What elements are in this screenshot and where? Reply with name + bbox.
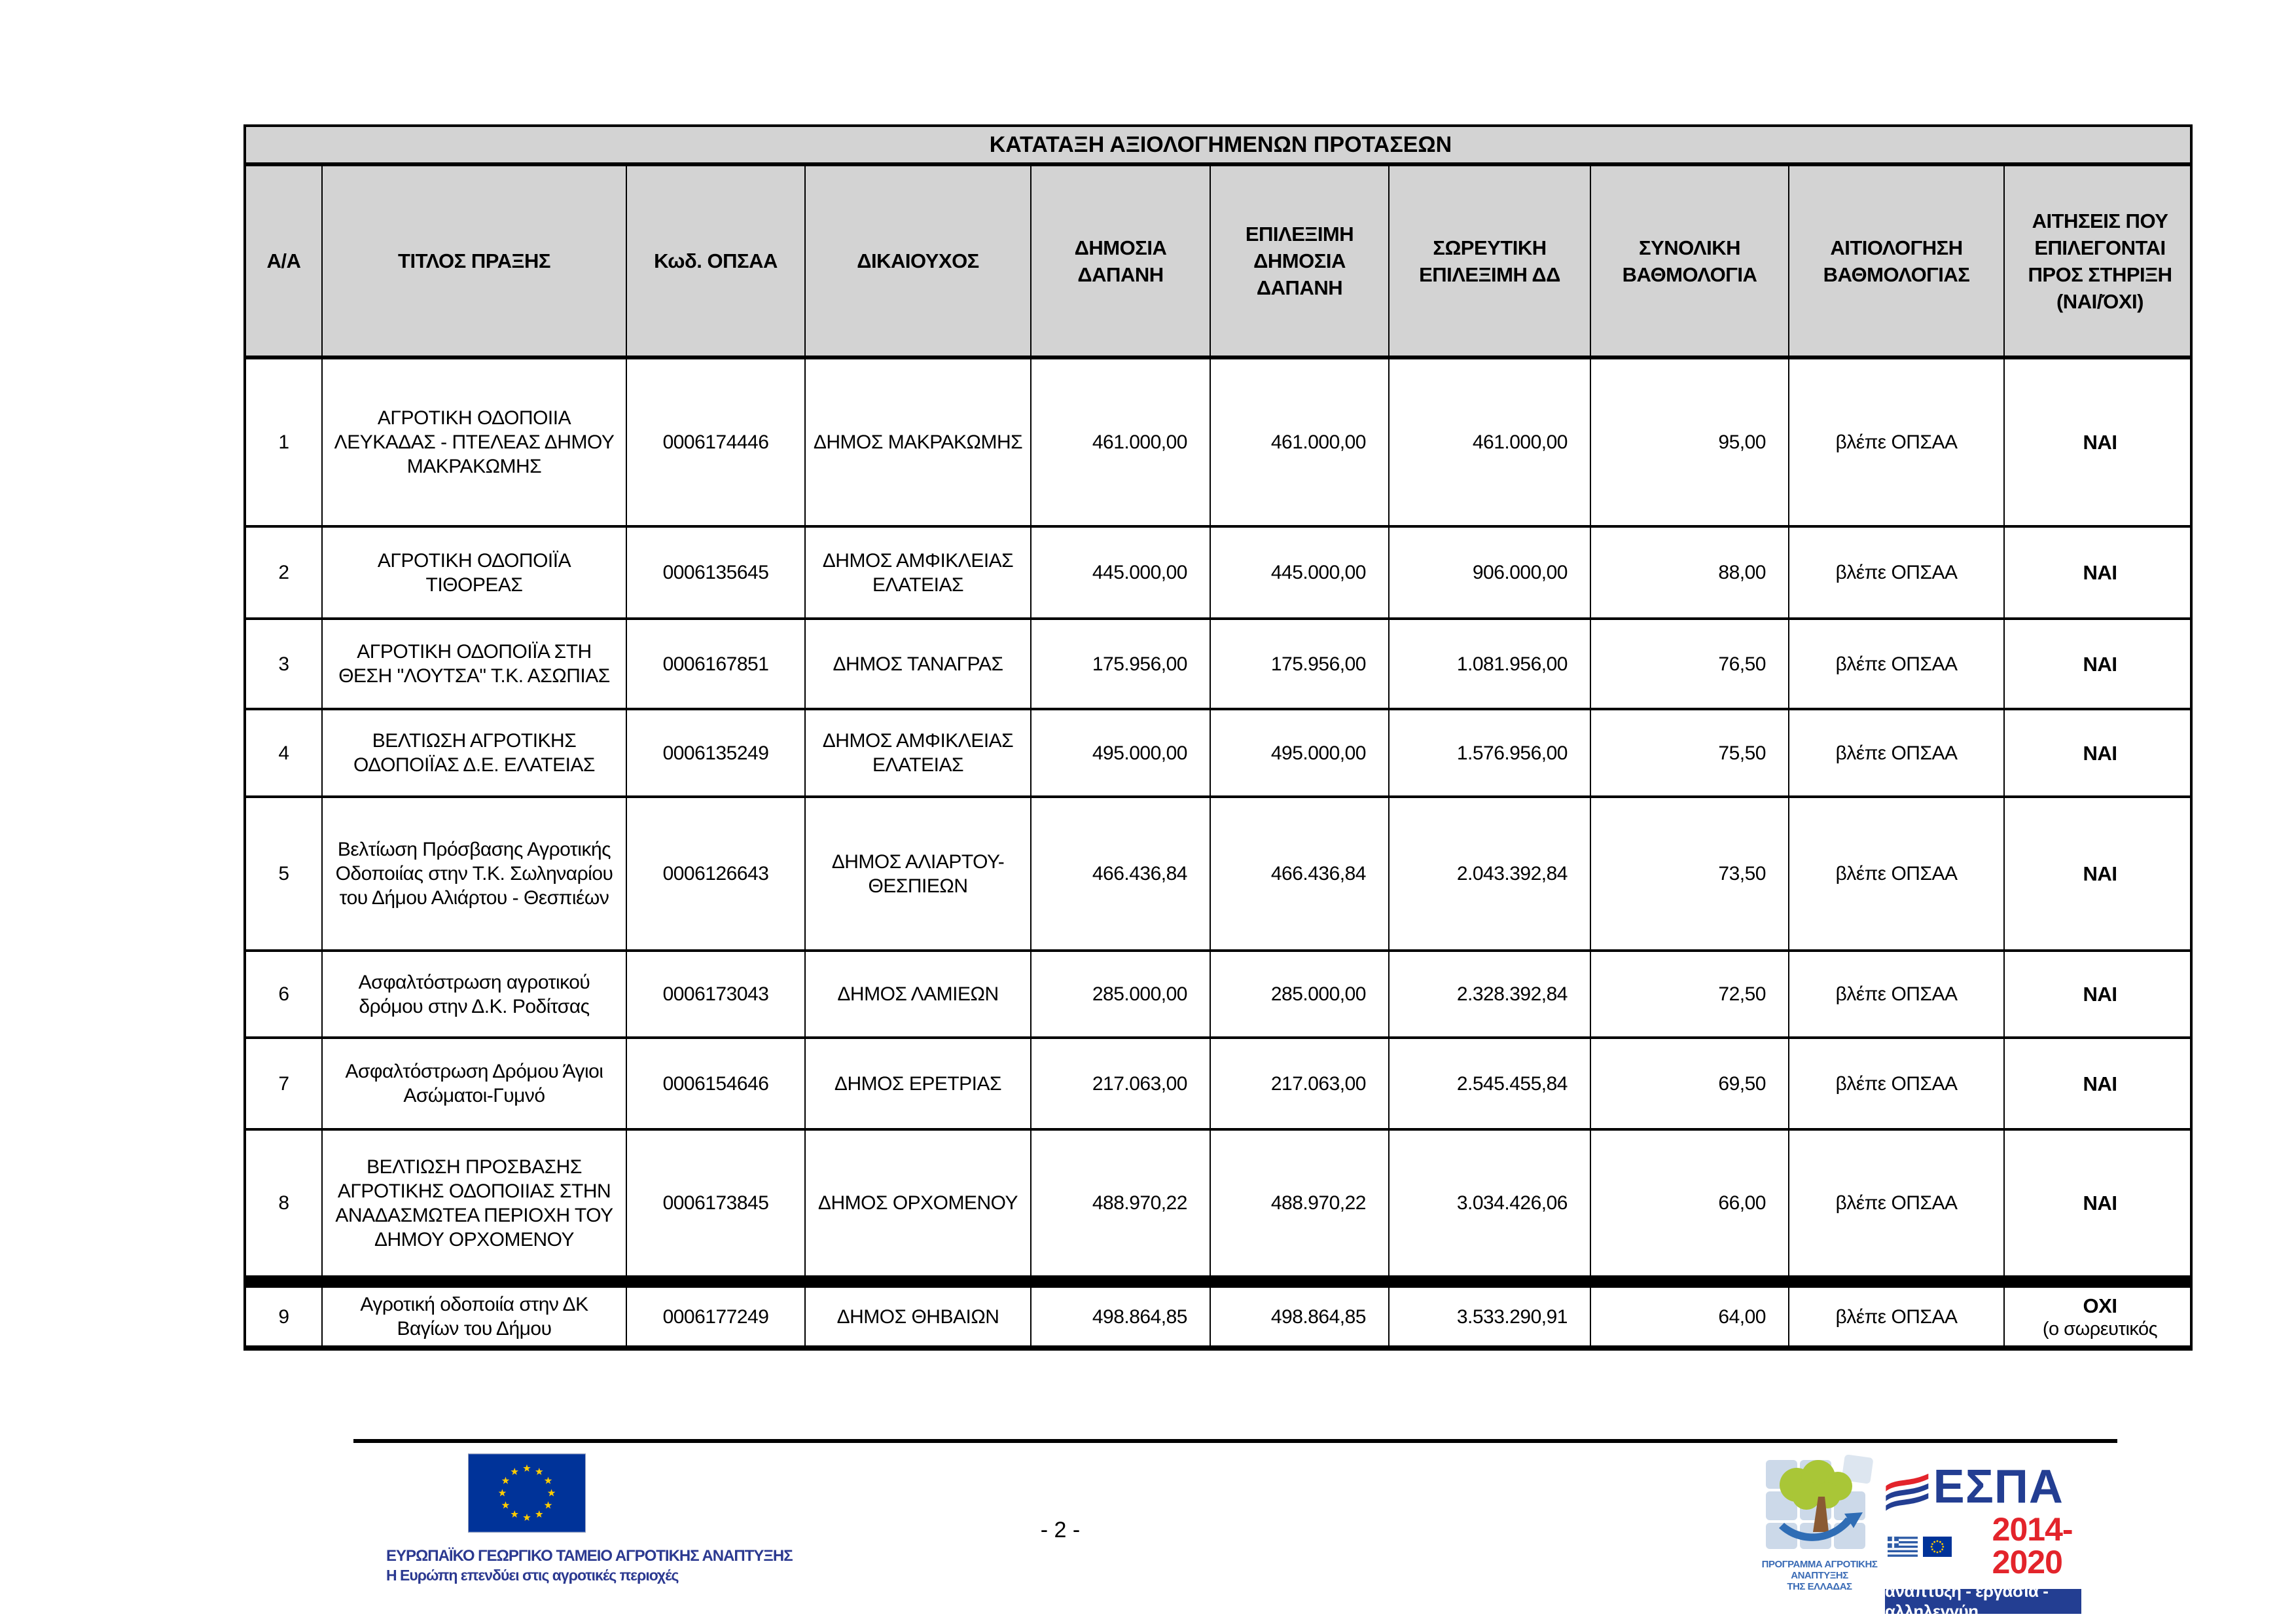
row-4-beneficiary: ΔΗΜΟΣ ΑΜΦΙΚΛΕΙΑΣ ΕΛΑΤΕΙΑΣ bbox=[806, 710, 1031, 798]
col-header-beneficiary: ΔΙΚΑΙΟΥΧΟΣ bbox=[806, 166, 1031, 359]
selected-value: ΝΑΙ bbox=[2083, 741, 2117, 765]
espa-motto-banner: ανάπτυξη - εργασία - αλληλεγγύη bbox=[1885, 1589, 2081, 1614]
row-4-code: 0006135249 bbox=[627, 710, 806, 798]
row-4-selected bbox=[2005, 710, 2193, 798]
selected-value: ΝΑΙ bbox=[2083, 983, 2117, 1006]
selected-value: ΝΑΙ bbox=[2083, 1072, 2117, 1095]
row-1-total-score: 95,00 bbox=[1591, 359, 1789, 528]
col-header-eligible-expense: ΕΠΙΛΕΞΙΜΗ ΔΗΜΟΣΙΑ ΔΑΠΑΝΗ bbox=[1211, 166, 1390, 359]
rural-development-programme-logo-block bbox=[1754, 1455, 1885, 1592]
row-4-public-expense: 495.000,00 bbox=[1031, 710, 1211, 798]
row-4-title: ΒΕΛΤΙΩΣΗ ΑΓΡΟΤΙΚΗΣ ΟΔΟΠΟΙΪΑΣ Δ.Ε. ΕΛΑΤΕΙΑΣ bbox=[323, 710, 627, 798]
row-9-beneficiary: ΔΗΜΟΣ ΘΗΒΑΙΩΝ bbox=[806, 1288, 1031, 1348]
row-9-score-justification: βλέπε ΟΠΣΑΑ bbox=[1789, 1288, 2005, 1348]
row-6-code: 0006173043 bbox=[627, 952, 806, 1039]
row-1-selected bbox=[2005, 359, 2193, 528]
row-5-beneficiary: ΔΗΜΟΣ ΑΛΙΑΡΤΟΥ-ΘΕΣΠΙΕΩΝ bbox=[806, 798, 1031, 952]
paa-caption bbox=[1754, 1559, 1885, 1592]
paa-caption-line1: ΠΡΟΓΡΑΜΜΑ ΑΓΡΟΤΙΚΗΣ ΑΝΑΠΤΥΞΗΣ bbox=[1761, 1559, 1878, 1581]
row-2-total-score: 88,00 bbox=[1591, 528, 1789, 620]
col-header-total-score: ΣΥΝΟΛΙΚΗ ΒΑΘΜΟΛΟΓΙΑ bbox=[1591, 166, 1789, 359]
col-header-opsaa-code: Κωδ. ΟΠΣΑΑ bbox=[627, 166, 806, 359]
row-2-beneficiary: ΔΗΜΟΣ ΑΜΦΙΚΛΕΙΑΣ ΕΛΑΤΕΙΑΣ bbox=[806, 528, 1031, 620]
row-1-aa: 1 bbox=[246, 359, 323, 528]
paa-tree-puzzle-icon bbox=[1761, 1455, 1878, 1553]
row-5-public-expense: 466.436,84 bbox=[1031, 798, 1211, 952]
row-7-score-justification: βλέπε ΟΠΣΑΑ bbox=[1789, 1039, 2005, 1131]
row-3-score-justification: βλέπε ΟΠΣΑΑ bbox=[1789, 620, 2005, 710]
row-6-beneficiary: ΔΗΜΟΣ ΛΑΜΙΕΩΝ bbox=[806, 952, 1031, 1039]
row-1-score-justification: βλέπε ΟΠΣΑΑ bbox=[1789, 359, 2005, 528]
eu-fund-caption-line1: ΕΥΡΩΠΑΪΚΟ ΓΕΩΡΓΙΚΟ ΤΑΜΕΙΟ ΑΓΡΟΤΙΚΗΣ ΑΝΑΠΤΥΞΗΣ bbox=[386, 1547, 793, 1565]
col-header-cumulative-dd: ΣΩΡΕΥΤΙΚΗ ΕΠΙΛΕΞΙΜΗ ΔΔ bbox=[1390, 166, 1591, 359]
table-title: ΚΑΤΑΤΑΞΗ ΑΞΙΟΛΟΓΗΜΕΝΩΝ ΠΡΟΤΑΣΕΩΝ bbox=[246, 127, 2193, 166]
row-9-code: 0006177249 bbox=[627, 1288, 806, 1348]
row-9-cumulative-eligible-dd: 3.533.290,91 bbox=[1390, 1288, 1591, 1348]
row-9-eligible-expense: 498.864,85 bbox=[1211, 1288, 1390, 1348]
col-header-justification: ΑΙΤΙΟΛΟΓΗΣΗ ΒΑΘΜΟΛΟΓΙΑΣ bbox=[1789, 166, 2005, 359]
espa-waves-icon bbox=[1885, 1463, 1929, 1529]
row-5-selected bbox=[2005, 798, 2193, 952]
row-4-eligible-expense: 495.000,00 bbox=[1211, 710, 1390, 798]
col-header-title: ΤΙΤΛΟΣ ΠΡΑΞΗΣ bbox=[323, 166, 627, 359]
row-5-title: Βελτίωση Πρόσβασης Αγροτικής Οδοποιίας στην Τ.Κ. Σωληναρίου του Δήμου Αλιάρτου - Θεσπιέων bbox=[323, 798, 627, 952]
greek-flag-icon bbox=[1888, 1537, 1918, 1557]
row-2-selected bbox=[2005, 528, 2193, 620]
row-8-eligible-expense: 488.970,22 bbox=[1211, 1131, 1390, 1278]
eu-flag-icon bbox=[468, 1453, 586, 1533]
row-1-beneficiary: ΔΗΜΟΣ ΜΑΚΡΑΚΩΜΗΣ bbox=[806, 359, 1031, 528]
row-9-selected bbox=[2005, 1288, 2193, 1348]
row-9-total-score: 64,00 bbox=[1591, 1288, 1789, 1348]
row-8-code: 0006173845 bbox=[627, 1131, 806, 1278]
row-8-public-expense: 488.970,22 bbox=[1031, 1131, 1211, 1278]
row-7-total-score: 69,50 bbox=[1591, 1039, 1789, 1131]
row-1-code: 0006174446 bbox=[627, 359, 806, 528]
row-7-beneficiary: ΔΗΜΟΣ ΕΡΕΤΡΙΑΣ bbox=[806, 1039, 1031, 1131]
row-9-aa: 9 bbox=[246, 1288, 323, 1348]
row-2-title: ΑΓΡΟΤΙΚΗ ΟΔΟΠΟΙΪΑ ΤΙΘΟΡΕΑΣ bbox=[323, 528, 627, 620]
selected-value: ΝΑΙ bbox=[2083, 431, 2117, 454]
row-9-title: Αγροτική οδοποιία στην ΔΚ Βαγίων του Δήμου bbox=[323, 1288, 627, 1348]
col-header-aa: Α/Α bbox=[246, 166, 323, 359]
row-8-aa: 8 bbox=[246, 1131, 323, 1278]
selected-value: ΝΑΙ bbox=[2083, 862, 2117, 885]
row-3-public-expense: 175.956,00 bbox=[1031, 620, 1211, 710]
row-3-total-score: 76,50 bbox=[1591, 620, 1789, 710]
row-8-total-score: 66,00 bbox=[1591, 1131, 1789, 1278]
row-3-selected bbox=[2005, 620, 2193, 710]
row-5-code: 0006126643 bbox=[627, 798, 806, 952]
row-2-aa: 2 bbox=[246, 528, 323, 620]
row-7-cumulative-eligible-dd: 2.545.455,84 bbox=[1390, 1039, 1591, 1131]
row-2-public-expense: 445.000,00 bbox=[1031, 528, 1211, 620]
page-number: - 2 - bbox=[1040, 1518, 1081, 1542]
row-9-public-expense: 498.864,85 bbox=[1031, 1288, 1211, 1348]
row-7-selected bbox=[2005, 1039, 2193, 1131]
row-1-title: ΑΓΡΟΤΙΚΗ ΟΔΟΠΟΙΙΑ ΛΕΥΚΑΔΑΣ - ΠΤΕΛΕΑΣ ΔΗΜΟΥ ΜΑΚΡΑΚΩΜΗΣ bbox=[323, 359, 627, 528]
row-2-cumulative-eligible-dd: 906.000,00 bbox=[1390, 528, 1591, 620]
row-3-cumulative-eligible-dd: 1.081.956,00 bbox=[1390, 620, 1591, 710]
row-6-title: Ασφαλτόστρωση αγροτικού δρόμου στην Δ.Κ. Ροδίτσας bbox=[323, 952, 627, 1039]
row-8-cumulative-eligible-dd: 3.034.426,06 bbox=[1390, 1131, 1591, 1278]
row-5-cumulative-eligible-dd: 2.043.392,84 bbox=[1390, 798, 1591, 952]
espa-logo-block bbox=[1885, 1461, 2081, 1621]
row-1-cumulative-eligible-dd: 461.000,00 bbox=[1390, 359, 1591, 528]
row-7-public-expense: 217.063,00 bbox=[1031, 1039, 1211, 1131]
row-6-public-expense: 285.000,00 bbox=[1031, 952, 1211, 1039]
row-6-eligible-expense: 285.000,00 bbox=[1211, 952, 1390, 1039]
row-4-score-justification: βλέπε ΟΠΣΑΑ bbox=[1789, 710, 2005, 798]
selected-value: ΝΑΙ bbox=[2083, 561, 2117, 584]
row-8-beneficiary: ΔΗΜΟΣ ΟΡΧΟΜΕΝΟΥ bbox=[806, 1131, 1031, 1278]
espa-wordmark: ΕΣΠΑ bbox=[1933, 1461, 2064, 1513]
row-3-beneficiary: ΔΗΜΟΣ ΤΑΝΑΓΡΑΣ bbox=[806, 620, 1031, 710]
row-5-aa: 5 bbox=[246, 798, 323, 952]
row-5-total-score: 73,50 bbox=[1591, 798, 1789, 952]
footer-divider-line bbox=[353, 1439, 2117, 1443]
row-4-total-score: 75,50 bbox=[1591, 710, 1789, 798]
row-5-score-justification: βλέπε ΟΠΣΑΑ bbox=[1789, 798, 2005, 952]
selected-value: ΝΑΙ bbox=[2083, 1192, 2117, 1214]
row-3-aa: 3 bbox=[246, 620, 323, 710]
row-7-code: 0006154646 bbox=[627, 1039, 806, 1131]
row-2-eligible-expense: 445.000,00 bbox=[1211, 528, 1390, 620]
row-6-total-score: 72,50 bbox=[1591, 952, 1789, 1039]
col-header-public-expense: ΔΗΜΟΣΙΑ ΔΑΠΑΝΗ bbox=[1031, 166, 1211, 359]
eu-funding-logo-block bbox=[386, 1453, 793, 1584]
row-3-eligible-expense: 175.956,00 bbox=[1211, 620, 1390, 710]
row-6-cumulative-eligible-dd: 2.328.392,84 bbox=[1390, 952, 1591, 1039]
eu-flag-small-icon bbox=[1923, 1537, 1952, 1557]
selected-value: ΝΑΙ bbox=[2083, 652, 2117, 676]
eu-fund-caption-line2: Η Ευρώπη επενδύει στις αγροτικές περιοχές bbox=[386, 1567, 679, 1584]
row-6-aa: 6 bbox=[246, 952, 323, 1039]
selected-value: ΟΧΙ bbox=[2083, 1294, 2117, 1317]
selected-note: (ο σωρευτικός bbox=[2042, 1318, 2158, 1340]
row-7-eligible-expense: 217.063,00 bbox=[1211, 1039, 1390, 1131]
paa-caption-line2: ΤΗΣ ΕΛΛΑΔΑΣ bbox=[1787, 1581, 1852, 1592]
col-header-selected: ΑΙΤΗΣΕΙΣ ΠΟΥ ΕΠΙΛΕΓΟΝΤΑΙ ΠΡΟΣ ΣΤΗΡΙΞΗ (ΝΑΙ/ΌΧΙ) bbox=[2005, 166, 2193, 359]
row-8-score-justification: βλέπε ΟΠΣΑΑ bbox=[1789, 1131, 2005, 1278]
row-2-score-justification: βλέπε ΟΠΣΑΑ bbox=[1789, 528, 2005, 620]
row-8-title: ΒΕΛΤΙΩΣΗ ΠΡΟΣΒΑΣΗΣ ΑΓΡΟΤΙΚΗΣ ΟΔΟΠΟΙΙΑΣ ΣΤΗΝ ΑΝΑΔΑΣΜΩΤΕΑ ΠΕΡΙΟΧΗ ΤΟΥ ΔΗΜΟΥ ΟΡΧΟΜΕΝΟΥ bbox=[323, 1131, 627, 1278]
row-3-title: ΑΓΡΟΤΙΚΗ ΟΔΟΠΟΙΪΑ ΣΤΗ ΘΕΣΗ "ΛΟΥΤΣΑ" Τ.Κ. ΑΣΩΠΙΑΣ bbox=[323, 620, 627, 710]
row-3-code: 0006167851 bbox=[627, 620, 806, 710]
row-4-cumulative-eligible-dd: 1.576.956,00 bbox=[1390, 710, 1591, 798]
row-7-aa: 7 bbox=[246, 1039, 323, 1131]
row-1-public-expense: 461.000,00 bbox=[1031, 359, 1211, 528]
row-6-selected bbox=[2005, 952, 2193, 1039]
espa-period: 2014-2020 bbox=[1992, 1511, 2073, 1580]
row-6-score-justification: βλέπε ΟΠΣΑΑ bbox=[1789, 952, 2005, 1039]
row-2-code: 0006135645 bbox=[627, 528, 806, 620]
row-8-selected bbox=[2005, 1131, 2193, 1278]
row-4-aa: 4 bbox=[246, 710, 323, 798]
ranking-table bbox=[243, 124, 2193, 1351]
row-1-eligible-expense: 461.000,00 bbox=[1211, 359, 1390, 528]
row-7-title: Ασφαλτόστρωση Δρόμου Άγιοι Ασώματοι-Γυμνό bbox=[323, 1039, 627, 1131]
page-break-separator bbox=[246, 1278, 2193, 1288]
row-5-eligible-expense: 466.436,84 bbox=[1211, 798, 1390, 952]
